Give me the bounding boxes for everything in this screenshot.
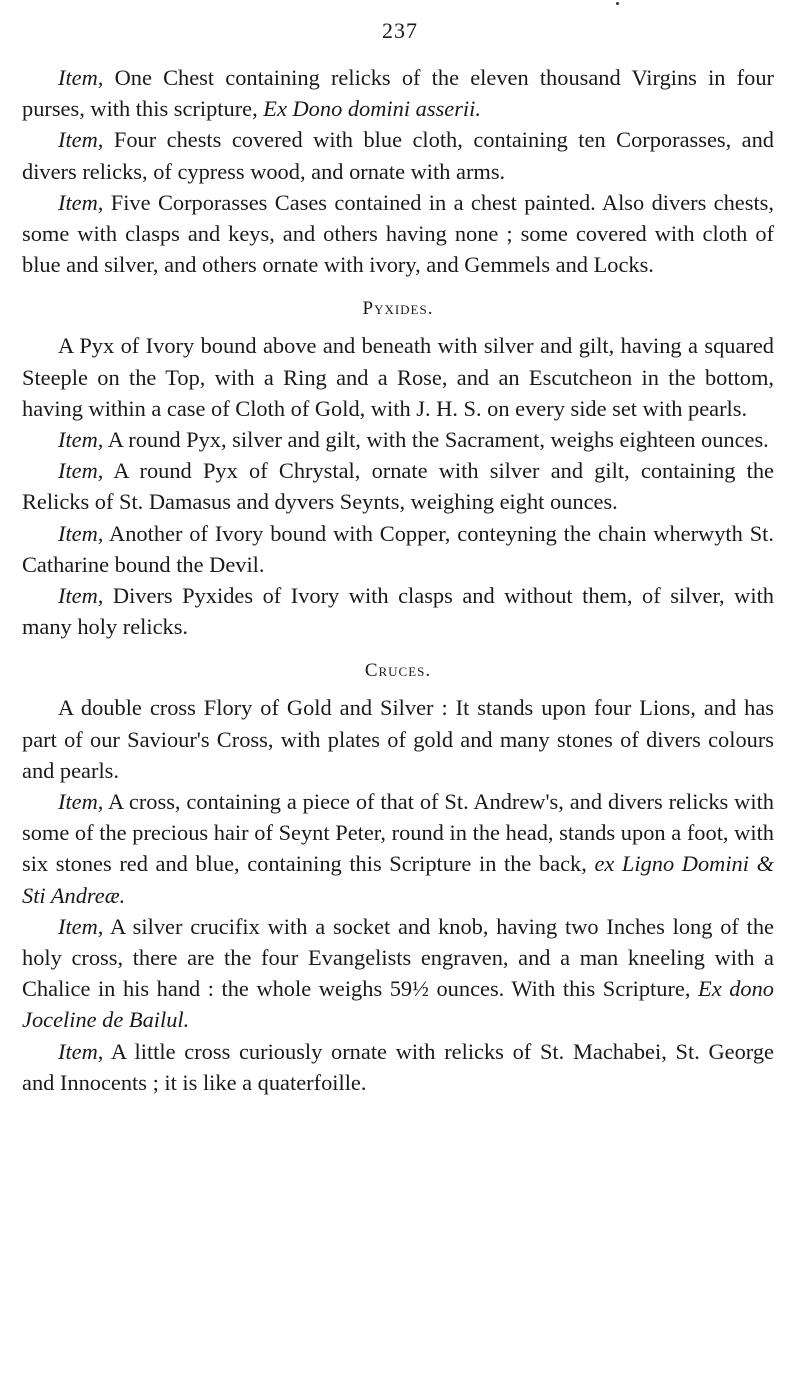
inscription-text: Ex Dono domini asserii. <box>263 96 481 122</box>
paragraph-text: A round Pyx, silver and gilt, with the Sacrament, weighs eighteen ounces. <box>103 427 769 453</box>
item-label: Item, <box>58 65 104 90</box>
paragraph <box>22 330 774 424</box>
heading-cruces: Cruces. <box>364 660 432 682</box>
inscription-text: ex Ligno Domini & Sti Andreæ. <box>22 851 774 908</box>
item-label: Item, <box>58 583 104 609</box>
item-label: Item, <box>58 1038 104 1064</box>
heading-pyxides: Pyxides. <box>362 298 434 320</box>
cruces-section <box>22 692 774 1098</box>
paragraph <box>22 62 774 124</box>
paragraph-text: A Pyx of Ivory bound above and beneath with silver and gilt, having a squared Steeple on the Top, with a Ring and a Rose, and an Escutcheon in the bottom, having within a case of Cloth of Gold, with J. H. S. on every side set with pearls. <box>22 333 774 421</box>
relicks-section <box>22 62 774 280</box>
item-label: Item, <box>58 458 104 484</box>
paragraph-text: Divers Pyxides of Ivory with clasps and without them, of silver, with many holy relicks. <box>22 583 774 640</box>
item-label: Item, <box>58 189 104 215</box>
paragraph <box>22 1036 774 1098</box>
paragraph-text: A double cross Flory of Gold and Silver : It stands upon four Lions, and has part of our Saviour's Cross, with plates of gold and many stones of divers colours and pearls. <box>22 695 774 783</box>
item-label: Item, <box>58 520 104 546</box>
inscription-text: Ex dono Joceline de Bailul. <box>22 976 774 1033</box>
item-label: Item, <box>58 427 104 453</box>
paragraph-text: A silver crucifix with a socket and knob, having two Inches long of the holy cross, there are the four Evangelists engraven, and a man kneeling with a Chalice in his hand : the whole weighs 59½ ounces. With this Scripture, <box>22 913 774 1002</box>
paragraph-text: Another of Ivory bound with Copper, conteyning the chain wherwyth St. Catharine bound the Devil. <box>22 520 774 577</box>
page-body <box>22 62 774 1098</box>
paragraph-text: A round Pyx of Chrystal, ornate with silver and gilt, containing the Relicks of St. Damasus and dyvers Seynts, weighing eight ounces. <box>22 458 774 515</box>
paragraph-text: A little cross curiously ornate with relicks of St. Machabei, St. George and Innocents ; it is like a quaterfoille. <box>22 1038 774 1095</box>
paragraph-text: A cross, containing a piece of that of St. Andrew's, and divers relicks with some of the precious hair of Seynt Peter, round in the head, stands upon a foot, with six stones red and blue, containing this Scripture in the back, <box>22 789 774 877</box>
page-number: 237 <box>382 18 418 43</box>
paragraph <box>22 424 774 455</box>
pyxides-section <box>22 330 774 642</box>
paragraph <box>22 124 774 186</box>
paragraph <box>22 692 774 786</box>
paragraph <box>22 580 774 642</box>
paragraph <box>22 455 774 517</box>
item-label: Item, <box>58 789 104 815</box>
item-label: Item, <box>58 127 104 153</box>
paragraph <box>22 786 774 911</box>
paragraph <box>22 518 774 580</box>
paragraph-text: Five Corporasses Cases contained in a chest painted. Also divers chests, some with clasps and keys, and others having none ; some covered with cloth of blue and silver, and others ornate with ivory, and Gemmels and Locks. <box>22 189 774 278</box>
paragraph-text: Four chests covered with blue cloth, containing ten Corporasses, and divers relicks, of cypress wood, and ornate with arms. <box>22 127 774 184</box>
paragraph <box>22 911 774 1036</box>
stray-mark <box>616 2 619 5</box>
paragraph-text: One Chest containing relicks of the eleven thousand Virgins in four purses, with this scripture, <box>22 65 774 122</box>
item-label: Item, <box>58 913 104 939</box>
paragraph <box>22 187 774 281</box>
